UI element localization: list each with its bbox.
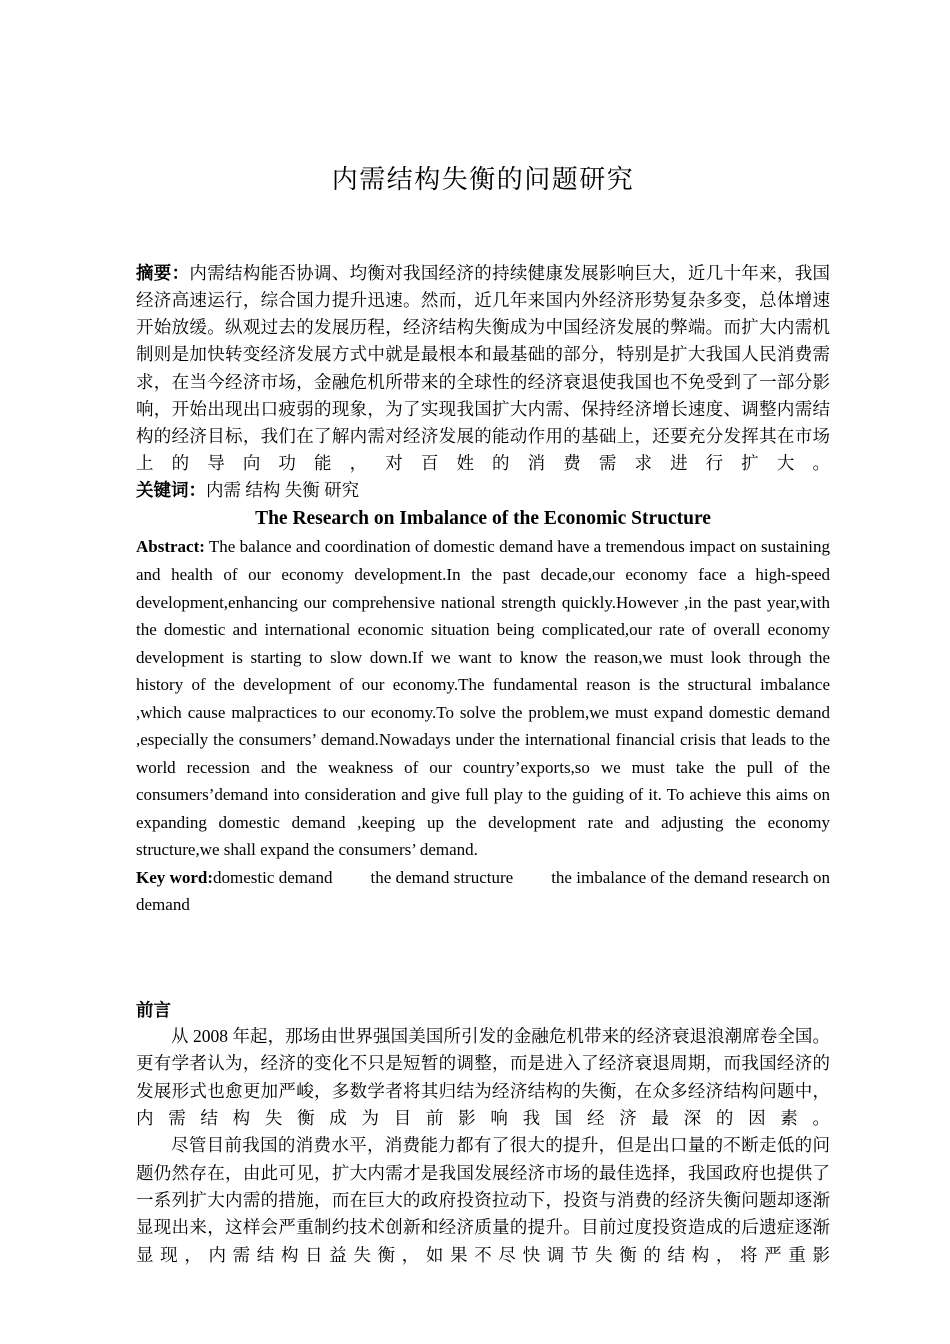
chinese-keywords-label: 关键词： (136, 480, 206, 501)
preface-heading: 前言 (136, 999, 171, 1020)
english-keyword-2: the demand structure (370, 867, 514, 887)
english-keywords-line (136, 864, 830, 919)
chinese-keywords-line (136, 477, 830, 504)
chinese-abstract-paragraph (136, 197, 830, 477)
english-title: The Research on Imbalance of the Economic Structure (255, 508, 711, 530)
page-content-column (136, 0, 830, 1269)
english-keyword-3: the imbalance of the demand (551, 867, 748, 887)
english-keyword-4: research on demand (136, 867, 830, 915)
chinese-abstract-label: 摘要： (136, 263, 190, 284)
preface-paragraph-1: 从 2008 年起，那场由世界强国美国所引发的金融危机带来的经济衰退浪潮席卷全国。更有学者认为，经济的变化不只是短暂的调整，而是进入了经济衰退周期，而我国经济的发展形式也愈更加严峻，多数学者将其归结为经济结构的失衡，在众多经济结构问题中，内需结构失衡成为目前影响我国经济最深的因素。 (136, 1026, 830, 1129)
page-title: 内需结构失衡的问题研究 (331, 165, 635, 194)
english-keywords-label: Key word: (136, 867, 214, 887)
english-keyword-1: domestic demand (213, 867, 333, 887)
chinese-keywords-value: 内需 结构 失衡 研究 (206, 480, 360, 501)
preface-paragraph-2: 尽管目前我国的消费水平，消费能力都有了很大的提升，但是出口量的不断走低的问题仍然存在，由此可见，扩大内需才是我国发展经济市场的最佳选择，我国政府也提供了一系列扩大内需的措施，而在巨大的政府投资拉动下，投资与消费的经济失衡问题却逐渐显现出来，这样会严重制约技术创新和经济质量的提升。目前过度投资造成的后遗症逐渐显现，内需结构日益失衡，如果不尽快调节失衡的结构，将严重影 (136, 1135, 830, 1265)
english-abstract-text: The balance and coordination of domestic demand have a tremendous impact on sustaining and health of our economy development.In the past decade,our economy face a high-speed development,enhancing our comprehensive national strength quickly.However ,in the past year,with the domestic and international economic situation being complicated,our rate of overall economy development is starting to slow down.If we want to know the reason,we must look through the history of the development of our economy.The fundamental reason is the structural imbalance ,which cause malpractices to our economy.To solve the problem,we must expand domestic demand ,especially the consumers’ demand.Nowadays under the international financial crisis that leads to the world recession and the weakness of our country’exports,so we must take the pull of the consumers’demand into consideration and give full play to the guiding of it. To achieve this aims on expanding domestic demand ,keeping up the development rate and adjusting the economy structure,we shall expand the consumers’ demand. (136, 537, 830, 860)
chinese-abstract-text: 内需结构能否协调、均衡对我国经济的持续健康发展影响巨大，近几十年来，我国经济高速运行，综合国力提升迅速。然而，近几年来国内外经济形势复杂多变，总体增速开始放缓。纵观过去的发展历程，经济结构失衡成为中国经济发展的弊端。而扩大内需机制则是加快转变经济发展方式中就是最根本和最基础的部分，特别是扩大我国人民消费需求，在当今经济市场，金融危机所带来的全球性的经济衰退使我国也不免受到了一部分影响，开始出现出口疲弱的现象，为了实现我国扩大内需、保持经济增长速度、调整内需结构的经济目标，我们在了解内需对经济发展的能动作用的基础上，还要充分发挥其在市场上的导向功能，对百姓的消费需求进行扩大。 (136, 263, 831, 473)
english-abstract-label: Abstract: (136, 537, 205, 557)
english-abstract-paragraph (136, 533, 830, 863)
